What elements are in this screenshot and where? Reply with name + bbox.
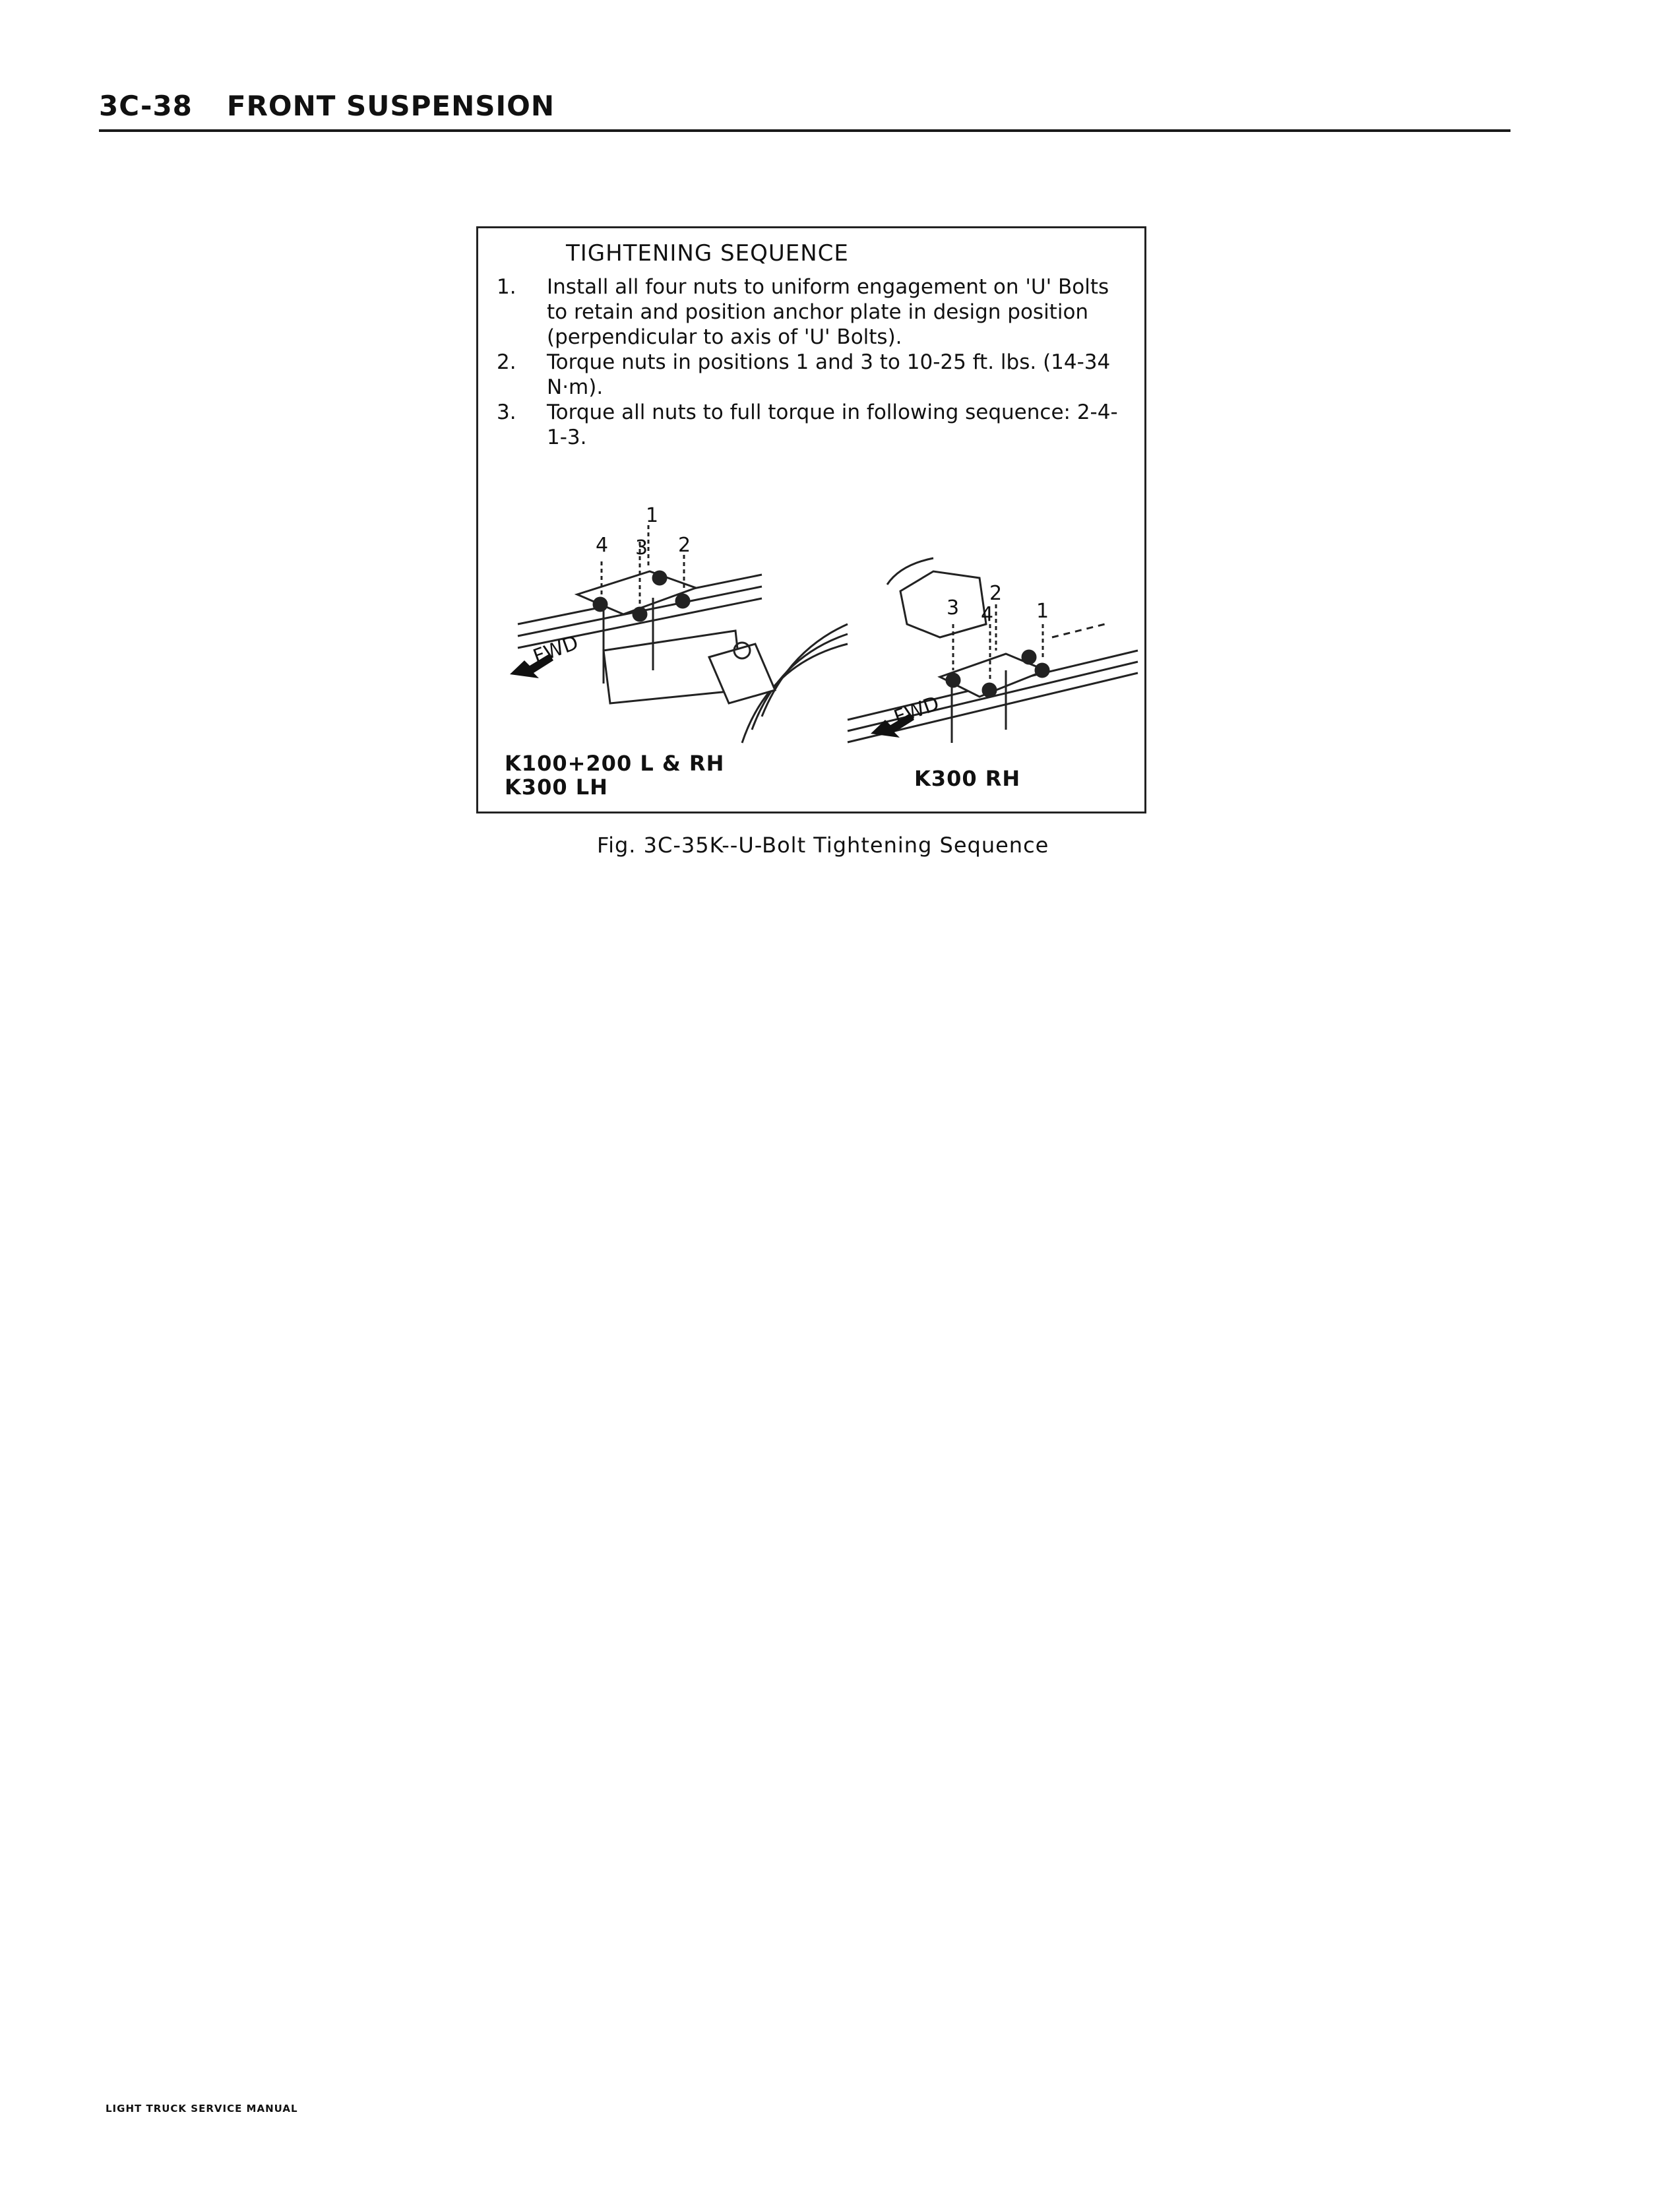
page-footer: LIGHT TRUCK SERVICE MANUAL	[106, 2103, 298, 2115]
figure-box	[476, 226, 1146, 813]
step-text: Torque nuts in positions 1 and 3 to 10-25 ft. lbs. (14-34 N·m).	[547, 350, 1111, 399]
page-number: 3C-38	[99, 90, 193, 122]
step-number: 3.	[497, 400, 516, 424]
right-nut-label-4: 4	[981, 603, 994, 626]
header-rule	[99, 129, 1510, 132]
u-bolt-illustration	[478, 228, 1144, 812]
left-fwd-label: FWD	[530, 631, 582, 669]
left-nut-label-2: 2	[678, 534, 691, 557]
left-nut-label-3: 3	[635, 536, 648, 559]
right-view-caption: K300 RH	[914, 766, 1021, 791]
figure-title: TIGHTENING SEQUENCE	[566, 240, 849, 267]
left-view-caption: K100+200 L & RH K300 LH	[505, 751, 725, 800]
step-text: Torque all nuts to full torque in following sequence: 2-4-1-3.	[547, 400, 1118, 449]
page-header	[99, 92, 1510, 120]
right-nut-label-3: 3	[947, 596, 960, 620]
step-number: 2.	[497, 350, 516, 374]
step-number: 1.	[497, 275, 516, 299]
right-nut-label-2: 2	[989, 582, 1003, 605]
right-nut-label-1: 1	[1036, 600, 1049, 623]
right-fwd-label: FWD	[890, 691, 943, 730]
left-nut-label-1: 1	[646, 504, 659, 527]
step-text: Install all four nuts to uniform engagement on 'U' Bolts to retain and position anchor plate in design position (perpendicular to axis of 'U' Bolts).	[547, 275, 1109, 349]
figure-caption: Fig. 3C-35K--U-Bolt Tightening Sequence	[597, 833, 1049, 858]
left-nut-label-4: 4	[596, 534, 609, 557]
section-title: FRONT SUSPENSION	[226, 90, 555, 122]
